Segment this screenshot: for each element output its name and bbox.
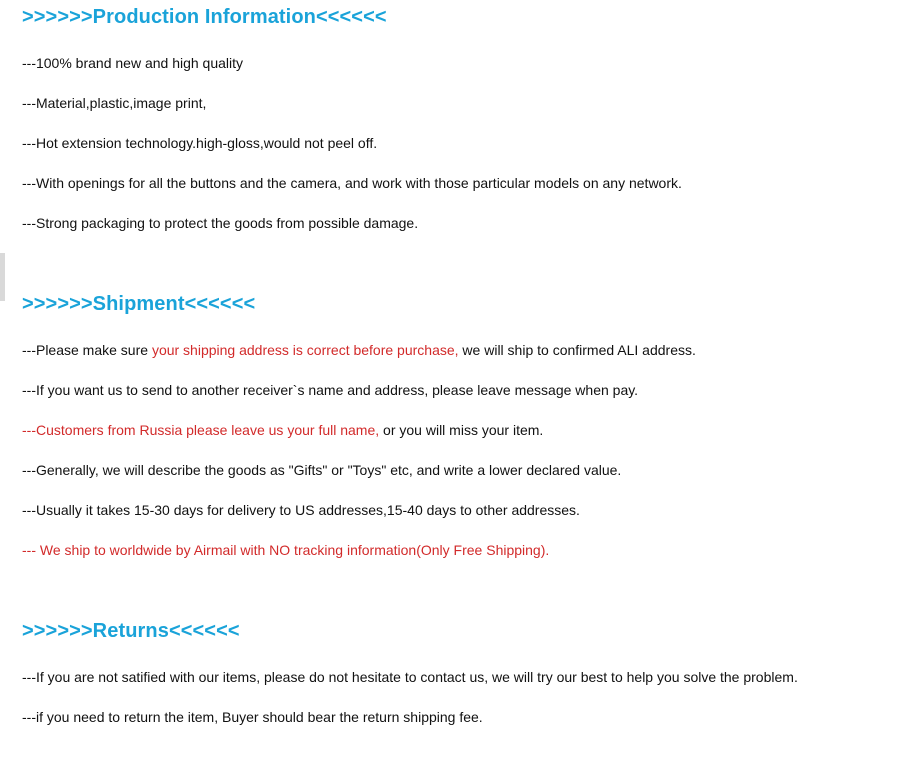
shipment-line-2: ---If you want us to send to another receiver`s name and address, please leave message when pay. <box>22 382 639 398</box>
shipment-line-6-highlight: We ship to worldwide by Airmail with NO tracking information(Only Free Shipping). <box>39 542 550 558</box>
shipment-line-1 <box>22 341 696 359</box>
shipment-heading: >>>>>>Shipment<<<<<< <box>22 293 256 315</box>
shipment-line-6-prefix: --- <box>22 542 40 558</box>
returns-heading: >>>>>>Returns<<<<<< <box>22 620 240 642</box>
returns-line-1: ---If you are not satified with our items, please do not hesitate to contact us, we will try our best to help you solve the problem. <box>22 669 798 685</box>
production-line-2: ---Material,plastic,image print, <box>22 95 207 111</box>
shipment-line-1-suffix: we will ship to confirmed ALI address. <box>458 342 696 358</box>
shipment-line-3-suffix: or you will miss your item. <box>379 422 544 438</box>
production-line-4: ---With openings for all the buttons and the camera, and work with those particular models on any network. <box>22 175 682 191</box>
production-line-3: ---Hot extension technology.high-gloss,would not peel off. <box>22 135 378 151</box>
production-line-1: ---100% brand new and high quality <box>22 55 244 71</box>
shipment-line-4: ---Generally, we will describe the goods as "Gifts" or "Toys" etc, and write a lower declared value. <box>22 462 622 478</box>
shipment-line-1-prefix: ---Please make sure <box>22 342 152 358</box>
shipment-line-3 <box>22 421 543 439</box>
returns-line-2: ---if you need to return the item, Buyer should bear the return shipping fee. <box>22 709 483 725</box>
production-info-heading: >>>>>>Production Information<<<<<< <box>22 6 387 28</box>
shipment-line-5: ---Usually it takes 15-30 days for delivery to US addresses,15-40 days to other addresses. <box>22 502 580 518</box>
left-edge-scroll-marker <box>0 253 5 301</box>
production-line-5: ---Strong packaging to protect the goods from possible damage. <box>22 215 419 231</box>
shipment-line-3-highlight: Customers from Russia please leave us your full name, <box>36 422 380 438</box>
shipment-line-1-highlight: your shipping address is correct before purchase, <box>151 342 459 358</box>
shipment-line-6 <box>22 541 549 559</box>
shipment-line-3-prefix: --- <box>22 422 36 438</box>
